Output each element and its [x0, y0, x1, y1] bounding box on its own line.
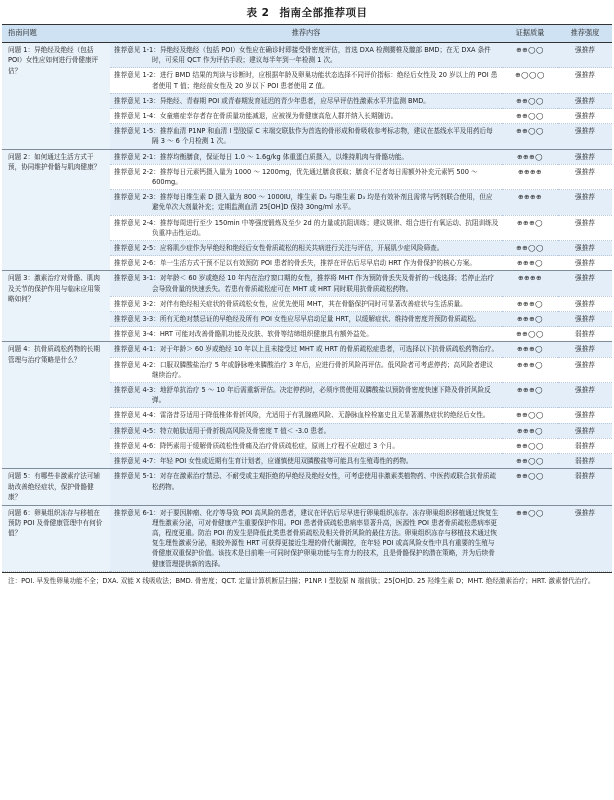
strength-cell: 强推荐 — [558, 505, 612, 571]
question-cell: 问题 6：卵巢组织冻存与移植在预防 POI 及骨健康管理中有何价值？ — [2, 505, 110, 571]
recommendation-text: 异绝经及绝经（包括 POI）女性应在确诊时即接受骨密度评估，首选 DXA 检测腰椎及髋部 BMD；在无 DXA 条件时，可采用 QCT 作为评估手段；建议每半年到一年检测 1 次。 — [152, 46, 491, 65]
table-row — [2, 342, 612, 357]
recommendation-cell — [110, 408, 502, 423]
evidence-level-cell: ⊕⊕⊕◯ — [502, 149, 558, 164]
header-question: 指南问题 — [2, 25, 110, 43]
recommendation-cell — [110, 241, 502, 256]
recommendation-cell — [110, 438, 502, 453]
evidence-level-cell: ⊕⊕◯◯ — [502, 505, 558, 571]
recommendation-text: 降钙素用于缓解骨质疏松性骨痛及治疗骨质疏松症，原则上疗程不应超过 3 个月。 — [159, 441, 400, 450]
recommendation-label: 推荐意见 2-6： — [114, 259, 160, 268]
recommendation-label: 推荐意见 2-4： — [114, 218, 160, 227]
strength-cell: 强推荐 — [558, 68, 612, 93]
recommendation-cell — [110, 149, 502, 164]
recommendation-cell — [110, 296, 502, 311]
recommendation-label: 推荐意见 4-3： — [114, 386, 160, 395]
recommendation-cell — [110, 342, 502, 357]
recommendation-text: 推荐血清 P1NP 和血清 I 型胶原 C 末端交联肽作为首选的骨形成和骨吸收参考标志物，建议在基线水平及用药后每隔 3 ～ 6 个月检测 1 次。 — [152, 127, 493, 146]
evidence-level-cell: ⊕⊕◯◯ — [502, 454, 558, 469]
evidence-level-cell: ⊕⊕⊕◯ — [502, 423, 558, 438]
table-title — [2, 0, 612, 24]
question-cell: 问题 3：激素治疗对骨骼、肌肉及关节的保护作用与临床应用策略如何？ — [2, 271, 110, 342]
recommendation-text: 对伴有绝经相关症状的骨质疏松女性，应优先使用 MHT，其在骨骼保护同时可显著改善症状与生活质量。 — [159, 299, 467, 308]
evidence-level-cell: ⊕⊕⊕◯ — [502, 256, 558, 271]
recommendation-text: 进行 BMD 结果的判读与诊断时，应根据年龄及卵巢功能状态选择不同评价指标：绝经后女性及 20 岁以上的 POI 患者使用 T 值；绝经前女性及 20 岁以下 POI 患者使用 Z 值。 — [152, 71, 498, 90]
recommendation-label: 推荐意见 2-5： — [114, 244, 160, 253]
recommendation-cell — [110, 454, 502, 469]
recommendation-cell — [110, 164, 502, 189]
recommendation-label: 推荐意见 4-1： — [114, 345, 160, 354]
strength-cell: 强推荐 — [558, 124, 612, 149]
recommendation-cell — [110, 215, 502, 240]
evidence-level-cell: ⊕⊕⊕◯ — [502, 383, 558, 408]
recommendation-text: 所有无绝对禁忌证的早绝经及所有 POI 女性应尽早启动足量 HRT，以缓解症状、维持骨密度并预防骨质疏松。 — [159, 315, 481, 324]
table-number: 表 2 — [246, 7, 270, 19]
recommendation-cell — [110, 190, 502, 215]
evidence-level-cell: ⊕⊕⊕◯ — [502, 296, 558, 311]
recommendation-label: 推荐意见 3-4： — [114, 330, 160, 339]
recommendation-label: 推荐意见 1-5： — [114, 127, 160, 136]
evidence-level-cell: ⊕⊕◯◯ — [502, 241, 558, 256]
table-row — [2, 469, 612, 505]
evidence-level-cell: ⊕⊕◯◯ — [502, 469, 558, 505]
evidence-level-cell: ⊕⊕⊕◯ — [502, 312, 558, 327]
recommendation-text: 对年龄＜ 60 岁或绝经 10 年内在治疗窗口期的女性，推荐将 MHT 作为预防骨丢失及骨折的一线选择；若停止治疗会导致骨量的快速丢失。若患有骨质疏松症可在 MHT 或 HRT 同时联用抗骨质疏松药物。 — [152, 274, 494, 293]
evidence-level-cell: ⊕⊕◯◯ — [502, 43, 558, 68]
recommendation-text: 对于要因肿瘤、化疗等导致 POI 高风险的患者，建议在评估后尽早进行卵巢组织冻存。冻存卵巢组织移植通过恢复生理性激素分泌，可对骨健康产生重要保护作用。POI 患者骨质疏松患病率显著升高，医源性 POI 患者骨质疏松患病率更高，程度更重。防治 POI 的发生是降低此类患者骨质疏松及相关骨折风险的最佳方法。卵巢组织冻存与移植技术通过恢复生理性激素分泌，相较外源性 HRT 可获得更接近生理的骨代谢调控，在年轻 POI 或高风险女性中具有重要的生殖与骨健康双重保护价值。该技术是目前唯一可同时保护卵巢功能与生育力的技术，且是骨骼保护的潜在策略，并为后续骨健康管理提供新的选择。 — [152, 508, 499, 568]
question-cell: 问题 2：如何通过生活方式干预，协同维护骨骼与肌肉健康？ — [2, 149, 110, 271]
recommendation-cell — [110, 68, 502, 93]
evidence-level-cell: ⊕⊕⊕⊕ — [502, 271, 558, 296]
table-body — [2, 43, 612, 572]
strength-cell: 强推荐 — [558, 256, 612, 271]
strength-cell: 强推荐 — [558, 43, 612, 68]
recommendation-text: HRT 可能对改善骨骼肌功能及皮肤、软骨等结缔组织健康具有额外益处。 — [159, 330, 373, 339]
strength-cell: 强推荐 — [558, 241, 612, 256]
recommendation-text: 对存在激素治疗禁忌、不耐受或主观拒绝的早绝经及绝经女性，可考虑使用非激素类植物药、中医药或联合抗骨质疏松药物。 — [152, 472, 497, 491]
header-content: 推荐内容 — [110, 25, 502, 43]
recommendation-cell — [110, 469, 502, 505]
strength-cell: 弱推荐 — [558, 469, 612, 505]
header-strength: 推荐强度 — [558, 25, 612, 43]
evidence-level-cell: ⊕⊕◯◯ — [502, 438, 558, 453]
recommendation-label: 推荐意见 4-2： — [114, 360, 160, 369]
evidence-level-cell: ⊕⊕⊕⊕ — [502, 190, 558, 215]
strength-cell: 强推荐 — [558, 357, 612, 382]
recommendation-label: 推荐意见 2-1： — [114, 152, 160, 161]
evidence-level-cell: ⊕⊕◯◯ — [502, 93, 558, 108]
table-footnote: 注：POI. 早发性卵巢功能不全；DXA. 双能 X 线吸收法；BMD. 骨密度；QCT. 定量计算机断层扫描；P1NP. I 型胶原 N 端前肽；25[OH]D. 25 羟维生素 D；MHT. 绝经激素治疗；HRT. 激素替代治疗。 — [2, 572, 612, 587]
recommendation-text: 推荐每日元素钙摄入量为 1000 ～ 1200mg，优先通过膳食获取；膳食不足者每日需额外补充元素钙 500 ～ 600mg。 — [152, 167, 478, 187]
table-header-row — [2, 25, 612, 43]
recommendation-text: 年轻 POI 女性或近期有生育计划者，应谨慎使用双膦酸盐等可能具有生殖毒性的药物。 — [159, 457, 413, 466]
recommendation-cell — [110, 312, 502, 327]
table-row — [2, 149, 612, 164]
strength-cell: 强推荐 — [558, 423, 612, 438]
strength-cell: 强推荐 — [558, 190, 612, 215]
strength-cell: 强推荐 — [558, 296, 612, 311]
recommendation-text: 地舒单抗治疗 5 ～ 10 年后需重新评估。决定停药时，必须序贯使用双膦酸盐以预防骨密度快速下降及骨折风险反弹。 — [152, 386, 491, 405]
strength-cell: 强推荐 — [558, 215, 612, 240]
recommendation-label: 推荐意见 5-1： — [114, 472, 160, 481]
recommendation-cell — [110, 256, 502, 271]
header-level: 证据质量 — [502, 25, 558, 43]
recommendation-cell — [110, 357, 502, 382]
evidence-level-cell: ⊕⊕⊕⊕ — [502, 164, 558, 189]
table-row — [2, 43, 612, 68]
strength-cell: 强推荐 — [558, 93, 612, 108]
recommendation-text: 单一生活方式干预不足以有效预防 POI 患者的骨丢失，推荐在评估后尽早启动 HRT 作为骨保护的核心方案。 — [159, 259, 476, 268]
recommendation-text: 口服双膦酸盐治疗 5 年或静脉唑来膦酸治疗 3 年后，应进行骨折风险再评估。低风险者可考虑停药；高风险者建议继续治疗。 — [152, 360, 494, 379]
table-row — [2, 505, 612, 571]
recommendation-label: 推荐意见 3-2： — [114, 299, 160, 308]
strength-cell: 强推荐 — [558, 342, 612, 357]
recommendation-text: 女童癌症幸存者存在骨质量功能减退，应被视为骨健康高危人群并纳入长期随访。 — [159, 112, 398, 121]
recommendation-cell — [110, 271, 502, 296]
recommendation-label: 推荐意见 2-2： — [114, 167, 160, 176]
recommendation-text: 雷洛昔芬适用于降低椎体骨折风险，尤适用于有乳腺癌风险、无静脉血栓栓塞史且无显著潮热症状的绝经后女性。 — [159, 411, 490, 420]
recommendation-cell — [110, 423, 502, 438]
strength-cell: 弱推荐 — [558, 454, 612, 469]
recommendation-cell — [110, 43, 502, 68]
recommendation-label: 推荐意见 4-6： — [114, 441, 160, 450]
table-caption: 指南全部推荐项目 — [279, 7, 368, 19]
strength-cell: 弱推荐 — [558, 327, 612, 342]
strength-cell: 强推荐 — [558, 149, 612, 164]
table-row — [2, 271, 612, 296]
recommendation-cell — [110, 109, 502, 124]
recommendation-text: 异绝经、青春期 POI 或青春期发育延迟的青少年患者，应尽早评估性激素水平并监测 BMD。 — [159, 96, 430, 105]
question-cell: 问题 5：有哪些非激素疗法可辅助改善绝经症状，保护骨骼健康？ — [2, 469, 110, 505]
strength-cell: 强推荐 — [558, 312, 612, 327]
evidence-level-cell: ⊕⊕◯◯ — [502, 109, 558, 124]
evidence-level-cell: ⊕⊕◯◯ — [502, 327, 558, 342]
evidence-level-cell: ⊕◯◯◯ — [502, 68, 558, 93]
evidence-level-cell: ⊕⊕⊕◯ — [502, 342, 558, 357]
evidence-level-cell: ⊕⊕◯◯ — [502, 408, 558, 423]
recommendation-label: 推荐意见 6-1： — [114, 508, 160, 517]
recommendation-label: 推荐意见 4-5： — [114, 426, 160, 435]
recommendation-cell — [110, 505, 502, 571]
recommendation-cell — [110, 93, 502, 108]
recommendation-text: 推荐均衡膳食，保证每日 1.0 ～ 1.6g/kg 体重蛋白质摄入，以维持肌肉与骨骼功能。 — [159, 152, 409, 161]
recommendation-label: 推荐意见 1-3： — [114, 96, 160, 105]
recommendation-table — [2, 24, 612, 572]
recommendation-label: 推荐意见 2-3： — [114, 193, 160, 202]
recommendation-label: 推荐意见 4-7： — [114, 457, 160, 466]
question-cell: 问题 1：异绝经及绝经（包括 POI）女性应如何进行骨健康评估？ — [2, 43, 110, 150]
recommendation-text: 推荐每日维生素 D 摄入量为 800 ～ 1000IU，维生素 D₂ 与维生素 D₃ 均是有效补剂且需常与钙剂联合使用，但应避免单次大剂量补充；定期监测血清 25[OH]D 保持 30ng/ml 水平。 — [152, 193, 493, 212]
recommendation-label: 推荐意见 1-2： — [114, 71, 160, 80]
strength-cell: 强推荐 — [558, 383, 612, 408]
recommendation-label: 推荐意见 3-1： — [114, 274, 160, 283]
recommendation-label: 推荐意见 1-1： — [114, 46, 160, 54]
strength-cell: 弱推荐 — [558, 438, 612, 453]
recommendation-cell — [110, 327, 502, 342]
strength-cell: 强推荐 — [558, 271, 612, 296]
recommendation-text: 特立帕肽适用于骨折极高风险及骨密度 T 值＜ -3.0 患者。 — [159, 426, 331, 435]
strength-cell: 强推荐 — [558, 109, 612, 124]
recommendation-text: 应将肌少症作为早绝经和绝经后女性骨质疏松的相关共病进行关注与评估，开展肌少症风险筛查。 — [159, 244, 444, 253]
recommendation-label: 推荐意见 3-3： — [114, 315, 160, 324]
recommendation-cell — [110, 124, 502, 149]
recommendation-label: 推荐意见 1-4： — [114, 112, 160, 121]
strength-cell: 强推荐 — [558, 164, 612, 189]
recommendation-cell — [110, 383, 502, 408]
evidence-level-cell: ⊕⊕⊕◯ — [502, 357, 558, 382]
recommendation-text: 推荐每周进行至少 150min 中等强度锻炼及至少 2d 的力量或抗阻训练；建议规律、组合进行有氧运动、抗阻训练及负重冲击性运动。 — [152, 218, 499, 237]
recommendation-text: 对于年龄＞ 60 岁或绝经 10 年以上且未接受过 MHT 或 HRT 的骨质疏松症患者，可选择以下抗骨质疏松药物治疗。 — [159, 345, 499, 354]
question-cell: 问题 4：抗骨质疏松药物的长期管理与治疗策略是什么？ — [2, 342, 110, 469]
evidence-level-cell: ⊕⊕⊕◯ — [502, 215, 558, 240]
evidence-level-cell: ⊕⊕◯◯ — [502, 124, 558, 149]
recommendation-label: 推荐意见 4-4： — [114, 411, 160, 420]
strength-cell: 强推荐 — [558, 408, 612, 423]
